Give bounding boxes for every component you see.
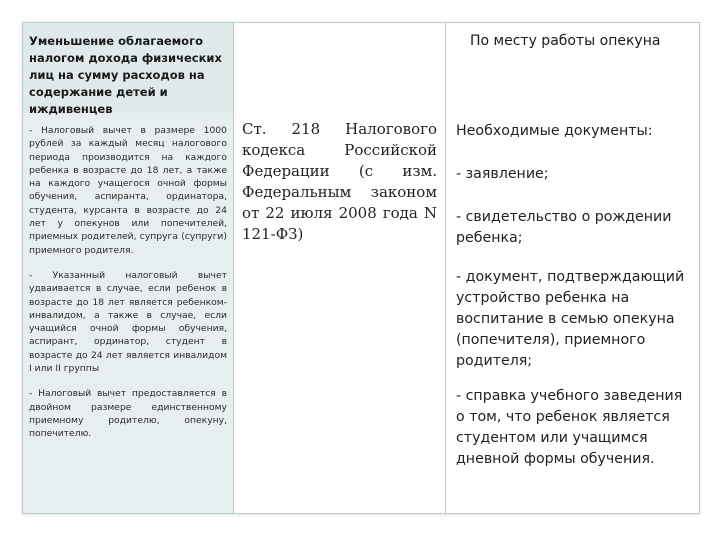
deduction-paragraph-3: - Налоговый вычет предоставляется в двойном размере единственному приемному родителю, опекуну, попечителю. [29,388,227,440]
documents-title: Необходимые документы: [456,123,653,139]
legal-basis-text: Ст. 218 Налогового кодекса Российской Федерации (с изм. Федеральным законом от 22 июля 2008 года N 121-ФЗ) [242,120,437,243]
where-to-apply-header: По месту работы опекуна [470,33,661,49]
document-item: - документ, подтверждающий устройство ребенка на воспитание в семью опекуна (попечителя), приемного родителя; [456,269,685,369]
deduction-paragraph-1: - Налоговый вычет в размере 1000 рублей за каждый месяц налогового периода производится на каждого ребенка в возрасте до 18 лет, а также на каждого учащегося очной формы обучения, аспиранта, ординатора, студента, курсанта в возрасте до 24 лет у опекунов или попечителей, приемных родителей, супруга (супруги) приемного родителя. [29,125,227,256]
documents-list [456,121,693,470]
document-item: - справка учебного заведения о том, что ребенок является студентом или учащимся дневной формы обучения. [456,388,683,467]
where-to-apply-column [446,23,699,513]
deduction-header: Уменьшение облагаемого налогом дохода физических лиц на сумму расходов на содержание детей и иждивенцев [29,34,222,116]
deduction-paragraph-2: - Указанный налоговый вычет удваивается в случае, если ребенок в возрасте до 18 лет является ребенком-инвалидом, а также в случае, если учащийся очной формы обучения, аспирант, ординатор, студент в возрасте до 24 лет является инвалидом I или II группы [29,269,227,375]
document-item: - заявление; [456,166,549,182]
deduction-column [23,23,234,513]
legal-basis-column [234,23,446,513]
document-item: - свидетельство о рождении ребенка; [456,209,672,246]
info-table [22,22,700,514]
